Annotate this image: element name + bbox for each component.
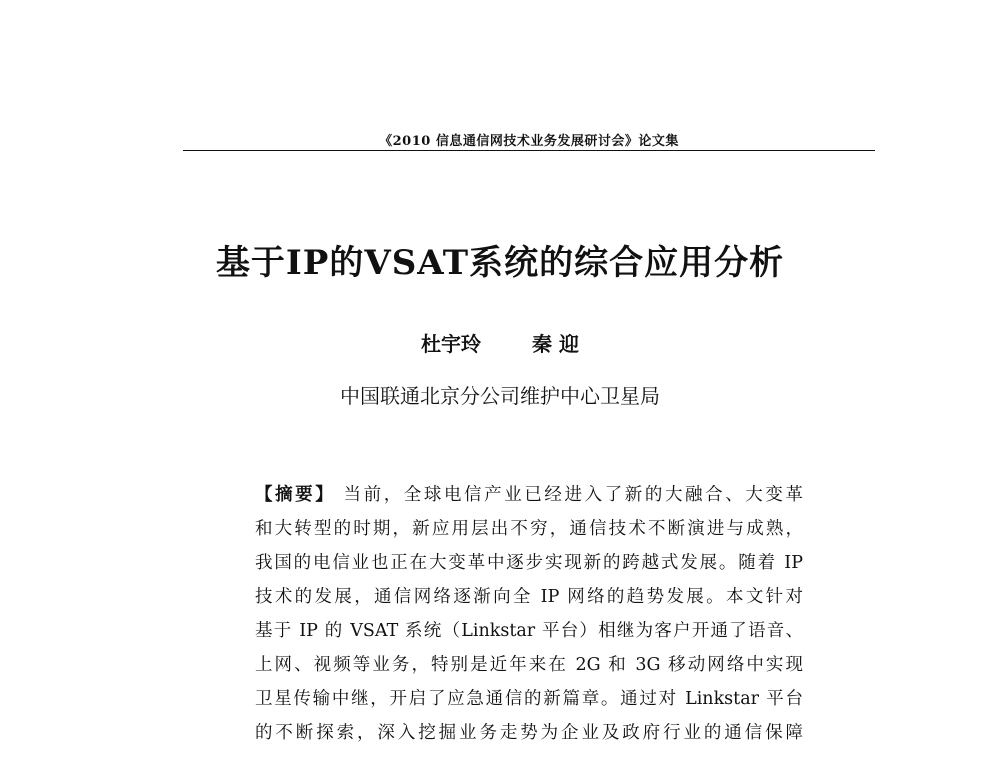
abstract-line: 技术的发展，通信网络逐渐向全 IP 网络的趋势发展。本文针对: [255, 587, 803, 607]
header-rule: [183, 150, 875, 151]
abstract-line: 上网、视频等业务，特别是近年来在 2G 和 3G 移动网络中实现: [255, 655, 803, 675]
paper-title: 基于IP的VSAT系统的综合应用分析: [215, 243, 785, 283]
abstract-line: 我国的电信业也正在大变革中逐步实现新的跨越式发展。随着 IP: [255, 553, 803, 573]
affiliation: 中国联通北京分公司维护中心卫星局: [340, 384, 660, 408]
abstract-line: 基于 IP 的 VSAT 系统（Linkstar 平台）相继为客户开通了语音、: [255, 621, 803, 641]
abstract-line: [255, 480, 803, 514]
abstract-line-cut: 的不断探索，深入挖掘业务走势为企业及政府行业的通信保障: [255, 723, 803, 743]
abstract-line: 和大转型的时期，新应用层出不穷，通信技术不断演进与成熟，: [255, 519, 803, 539]
running-header: 《2010 信息通信网技术业务发展研讨会》论文集: [379, 134, 679, 149]
author-name: 秦 迎: [532, 332, 579, 356]
author-name: 杜宇玲: [421, 332, 482, 356]
abstract-line: 卫星传输中继，开启了应急通信的新篇章。通过对 Linkstar 平台: [255, 689, 803, 709]
author-list: [0, 331, 1000, 357]
abstract-label: 【摘要】: [255, 485, 336, 505]
abstract-text: 当前，全球电信产业已经进入了新的大融合、大变革: [343, 485, 803, 505]
abstract-block: [255, 480, 803, 743]
